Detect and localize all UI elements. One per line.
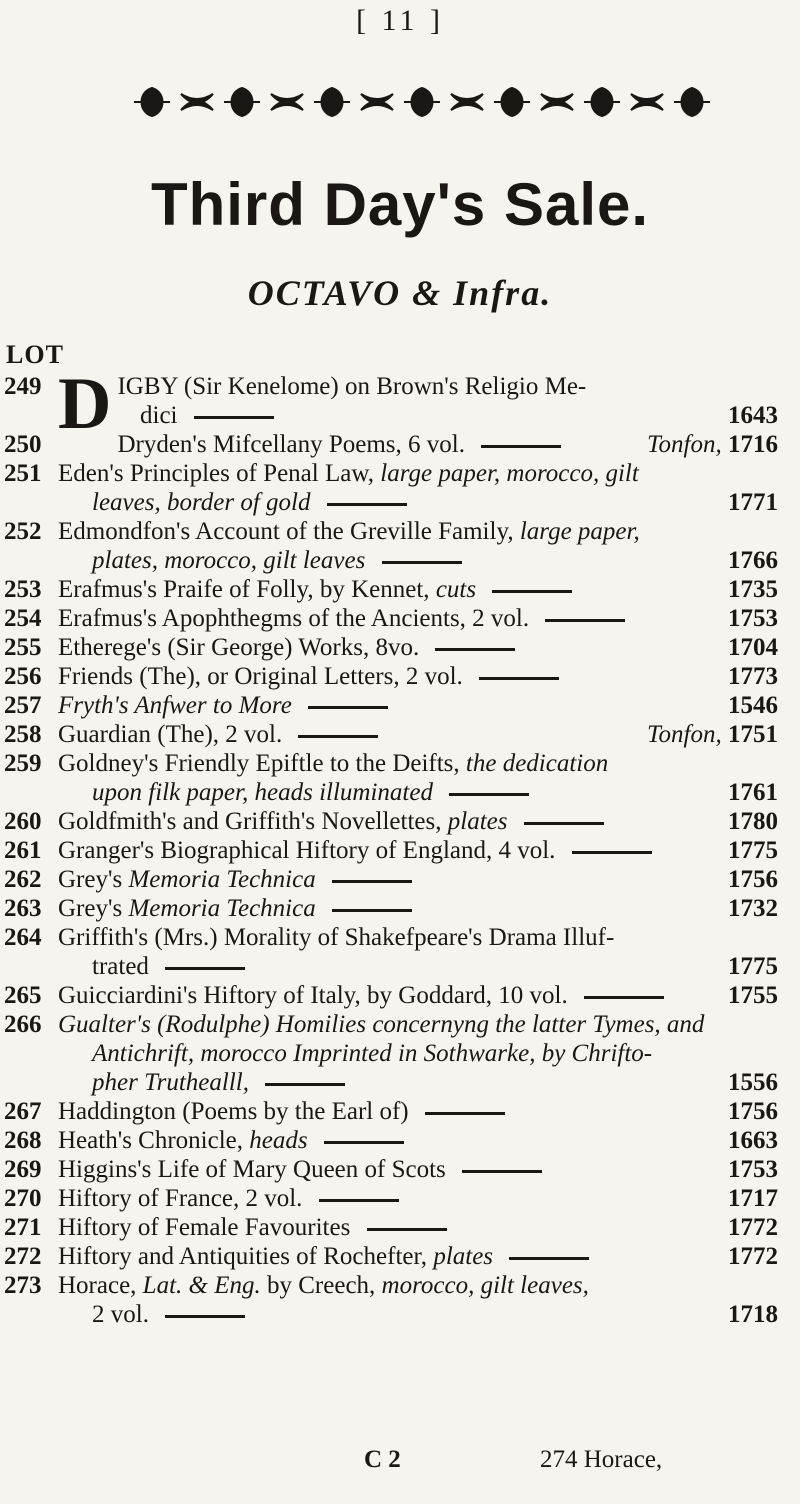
lot-number: 265	[4, 982, 42, 1009]
fleuron-ornament	[674, 88, 710, 116]
entry-text: Goldfmith's and Griffith's Novellettes,	[58, 808, 448, 835]
fleuron-ornament	[224, 88, 260, 116]
lot-entry	[0, 691, 800, 720]
leader-rule	[327, 503, 407, 506]
publication-year: 1756	[728, 866, 778, 893]
entry-line	[0, 836, 800, 865]
lot-number: 256	[4, 663, 42, 690]
entry-note: plates	[447, 808, 514, 835]
entry-text: dici	[140, 402, 184, 429]
fleuron-ornament	[584, 88, 620, 116]
lot-entry	[0, 604, 800, 633]
entry-text: Heath's Chronicle,	[58, 1127, 250, 1154]
entry-note: large paper,	[519, 518, 640, 545]
lot-entry	[0, 720, 800, 749]
entry-note: heads	[249, 1127, 314, 1154]
lot-entry	[0, 923, 800, 981]
lot-number: 255	[4, 634, 42, 661]
entry-line	[0, 1300, 800, 1329]
lot-entry	[0, 1126, 800, 1155]
publication-year: 1751	[728, 721, 778, 748]
lot-entry	[0, 807, 800, 836]
entry-note: Antichrift, morocco Imprinted in Sothwarke, by Chrifto-	[92, 1040, 653, 1067]
entry-line	[0, 488, 800, 517]
lot-entry	[0, 1242, 800, 1271]
entry-text: Grey's	[58, 866, 129, 893]
leader-rule	[319, 1199, 399, 1202]
fleuron-ornament	[181, 94, 213, 110]
publication-year: 1775	[728, 837, 778, 864]
entry-text: Edmondfon's Account of the Greville Family,	[58, 518, 520, 545]
fleuron-ornament	[404, 88, 440, 116]
publication-year: 1773	[728, 663, 778, 690]
publication-year: 1663	[728, 1127, 778, 1154]
entry-line	[0, 1010, 800, 1039]
leader-rule	[462, 1170, 542, 1173]
lot-number: 258	[4, 721, 42, 748]
entry-imprint	[728, 1242, 778, 1271]
decorative-border-ornament	[130, 82, 720, 122]
entry-imprint	[728, 1097, 778, 1126]
entry-text: Friends (The), or Original Letters, 2 vol.	[58, 663, 470, 690]
entry-line	[0, 894, 800, 923]
entry-line	[0, 401, 800, 430]
lot-number: 249	[4, 373, 42, 400]
entry-line	[0, 778, 800, 807]
entry-note: Memoria Technica	[128, 866, 322, 893]
publication-year: 1772	[728, 1243, 778, 1270]
entry-imprint	[728, 662, 778, 691]
fleuron-ornament	[541, 94, 573, 110]
publication-year: 1716	[728, 431, 778, 458]
leader-rule	[308, 706, 388, 709]
entry-line	[0, 720, 800, 749]
leader-rule	[545, 619, 625, 622]
publication-year: 1643	[728, 402, 778, 429]
entry-text: Erafmus's Praife of Folly, by Kennet,	[58, 576, 436, 603]
entry-imprint	[728, 575, 778, 604]
lot-number: 251	[4, 460, 42, 487]
entry-note: pher Truthealll,	[92, 1069, 256, 1096]
entry-imprint	[647, 720, 778, 749]
leader-rule	[509, 1257, 589, 1260]
entry-note: large paper, morocco, gilt	[380, 460, 639, 487]
entry-line	[0, 952, 800, 981]
entry-imprint	[728, 1126, 778, 1155]
entry-line	[0, 923, 800, 952]
entry-imprint	[728, 401, 778, 430]
publication-year: 1756	[728, 1098, 778, 1125]
leader-rule	[332, 880, 412, 883]
leader-rule	[572, 851, 652, 854]
entry-imprint	[728, 604, 778, 633]
section-subtitle: OCTAVO & Infra.	[247, 273, 553, 313]
entry-imprint	[728, 865, 778, 894]
entry-note: plates	[433, 1243, 500, 1270]
fleuron-ornament	[494, 88, 530, 116]
entry-text: trated	[92, 953, 156, 980]
leader-rule	[324, 1141, 404, 1144]
publication-year: 1780	[728, 808, 778, 835]
publication-year: 1761	[728, 779, 778, 806]
entry-line	[0, 1242, 800, 1271]
entry-imprint	[728, 894, 778, 923]
publication-year: 1718	[728, 1301, 778, 1328]
publication-year: 1771	[728, 489, 778, 516]
lot-number: 262	[4, 866, 42, 893]
entry-note: Gualter's (Rodulphe) Homilies concernyng the latter Tymes, and	[58, 1011, 705, 1038]
leader-rule	[165, 967, 245, 970]
leader-rule	[367, 1228, 447, 1231]
lot-number: 259	[4, 750, 42, 777]
catchword: 274 Horace,	[540, 1446, 663, 1473]
leader-rule	[194, 416, 274, 419]
page-number: [ 11 ]	[356, 4, 444, 37]
entry-note: the dedication	[465, 750, 609, 777]
publication-year: 1753	[728, 1156, 778, 1183]
leader-rule	[492, 590, 572, 593]
lot-number: 260	[4, 808, 42, 835]
entry-text: Etherege's (Sir George) Works, 8vo.	[58, 634, 426, 661]
entry-imprint	[728, 1155, 778, 1184]
lot-list	[0, 363, 800, 1329]
lot-entry	[0, 749, 800, 807]
lot-entry	[0, 865, 800, 894]
entry-imprint	[728, 1213, 778, 1242]
lot-entry	[0, 517, 800, 575]
entry-imprint	[728, 691, 778, 720]
lot-entry	[0, 1097, 800, 1126]
entry-text: by Creech,	[267, 1272, 382, 1299]
publication-year: 1556	[728, 1069, 778, 1096]
entry-note: morocco, gilt leaves,	[381, 1272, 589, 1299]
entry-line	[0, 865, 800, 894]
publication-year: 1772	[728, 1214, 778, 1241]
lot-number: 269	[4, 1156, 42, 1183]
leader-rule	[425, 1112, 505, 1115]
entry-line	[0, 1097, 800, 1126]
publisher-name: Tonfon,	[646, 721, 728, 748]
entry-line	[0, 575, 800, 604]
lot-entry	[0, 981, 800, 1010]
entry-line	[0, 1213, 800, 1242]
publication-year: 1753	[728, 605, 778, 632]
lot-entry	[0, 1155, 800, 1184]
entry-text: Griffith's (Mrs.) Morality of Shakefpeare's Drama Illuf-	[58, 924, 615, 951]
lot-number: 273	[4, 1272, 42, 1299]
leader-rule	[265, 1083, 345, 1086]
entry-line	[0, 1126, 800, 1155]
entry-line	[0, 633, 800, 662]
entry-line	[0, 981, 800, 1010]
lot-entry	[0, 575, 800, 604]
publication-year: 1732	[728, 895, 778, 922]
drop-cap: D	[58, 363, 112, 445]
entry-line	[0, 1271, 800, 1300]
leader-rule	[481, 445, 561, 448]
fleuron-ornament	[631, 94, 663, 110]
entry-text: Higgins's Life of Mary Queen of Scots	[58, 1156, 453, 1183]
lot-number: 253	[4, 576, 42, 603]
entry-text: Hiftory of France, 2 vol.	[58, 1185, 309, 1212]
entry-text: Erafmus's Apophthegms of the Ancients, 2 vol.	[58, 605, 536, 632]
entry-imprint	[728, 807, 778, 836]
entry-note: Fryth's Anfwer to More	[58, 692, 299, 719]
lot-number: 264	[4, 924, 42, 951]
entry-text: Goldney's Friendly Epiftle to the Deifts,	[58, 750, 466, 777]
entry-line	[0, 807, 800, 836]
publication-year: 1735	[728, 576, 778, 603]
publication-year: 1775	[728, 953, 778, 980]
entry-text: Haddington (Poems by the Earl of)	[58, 1098, 415, 1125]
leader-rule	[382, 561, 462, 564]
publication-year: 1546	[728, 692, 778, 719]
entry-note: cuts	[435, 576, 483, 603]
entry-imprint	[728, 1300, 778, 1329]
leader-rule	[479, 677, 559, 680]
entry-imprint	[728, 836, 778, 865]
entry-note: Memoria Technica	[128, 895, 322, 922]
lot-number: 268	[4, 1127, 42, 1154]
entry-text: Guicciardini's Hiftory of Italy, by Goddard, 10 vol.	[58, 982, 574, 1009]
lot-number: 261	[4, 837, 42, 864]
entry-imprint	[728, 778, 778, 807]
leader-rule	[584, 996, 664, 999]
leader-rule	[298, 735, 378, 738]
publication-year: 1755	[728, 982, 778, 1009]
entry-line	[0, 749, 800, 778]
entry-note: Lat. & Eng.	[142, 1272, 267, 1299]
publisher-name: Tonfon,	[646, 431, 728, 458]
lot-entry	[0, 459, 800, 517]
entry-line	[0, 691, 800, 720]
fleuron-ornament	[451, 94, 483, 110]
entry-line	[0, 546, 800, 575]
lot-number: 254	[4, 605, 42, 632]
entry-imprint	[728, 633, 778, 662]
entry-line	[0, 517, 800, 546]
leader-rule	[435, 648, 515, 651]
lot-number: 257	[4, 692, 42, 719]
lot-number: 266	[4, 1011, 42, 1038]
entry-text: Hiftory of Female Favourites	[58, 1214, 357, 1241]
lot-number: 270	[4, 1185, 42, 1212]
publication-year: 1766	[728, 547, 778, 574]
page-title: Third Day's Sale.	[150, 171, 650, 238]
lot-entry	[0, 1213, 800, 1242]
entry-text: 2 vol.	[92, 1301, 156, 1328]
entry-line	[0, 459, 800, 488]
entry-text: Hiftory and Antiquities of Rochefter,	[58, 1243, 434, 1270]
entry-imprint	[728, 952, 778, 981]
leader-rule	[449, 793, 529, 796]
entry-imprint	[728, 546, 778, 575]
entry-text: Horace,	[58, 1272, 143, 1299]
lot-entry	[0, 1010, 800, 1097]
lot-number: 250	[4, 431, 42, 458]
leader-rule	[165, 1315, 245, 1318]
lot-number: 267	[4, 1098, 42, 1125]
entry-text: Dryden's Mifcellany Poems, 6 vol.	[117, 431, 472, 458]
entry-note: leaves, border of gold	[92, 489, 317, 516]
publication-year: 1717	[728, 1185, 778, 1212]
entry-imprint	[728, 1068, 778, 1097]
entry-text: IGBY (Sir Kenelome) on Brown's Religio Me-	[117, 373, 587, 400]
lot-entry	[0, 633, 800, 662]
leader-rule	[524, 822, 604, 825]
lot-number: 271	[4, 1214, 42, 1241]
entry-note: plates, morocco, gilt leaves	[92, 547, 372, 574]
lot-entry	[0, 836, 800, 865]
lot-entry	[0, 1184, 800, 1213]
fleuron-ornament	[271, 94, 303, 110]
entry-text: Guardian (The), 2 vol.	[58, 721, 289, 748]
entry-text: Grey's	[58, 895, 129, 922]
fleuron-ornament	[314, 88, 350, 116]
entry-line	[0, 1184, 800, 1213]
entry-imprint	[728, 488, 778, 517]
entry-note: upon filk paper, heads illuminated	[92, 779, 440, 806]
entry-line	[0, 1039, 800, 1068]
fleuron-ornament	[134, 88, 170, 116]
lot-entry	[0, 894, 800, 923]
entry-text: Eden's Principles of Penal Law,	[58, 460, 381, 487]
signature-mark: C 2	[364, 1446, 401, 1473]
lot-entry	[0, 1271, 800, 1329]
fleuron-ornament	[361, 94, 393, 110]
lot-entry	[0, 662, 800, 691]
lot-number: 272	[4, 1243, 42, 1270]
entry-line	[0, 430, 800, 459]
leader-rule	[332, 909, 412, 912]
entry-line	[0, 1068, 800, 1097]
entry-line	[0, 1155, 800, 1184]
entry-imprint	[728, 1184, 778, 1213]
entry-line	[0, 662, 800, 691]
publication-year: 1704	[728, 634, 778, 661]
entry-imprint	[728, 981, 778, 1010]
lot-number: 252	[4, 518, 42, 545]
entry-imprint	[647, 430, 778, 459]
lot-entry	[0, 430, 800, 459]
lot-column-header: LOT	[6, 340, 64, 369]
entry-text: Granger's Biographical Hiftory of England, 4 vol.	[58, 837, 562, 864]
entry-line	[0, 604, 800, 633]
lot-number: 263	[4, 895, 42, 922]
